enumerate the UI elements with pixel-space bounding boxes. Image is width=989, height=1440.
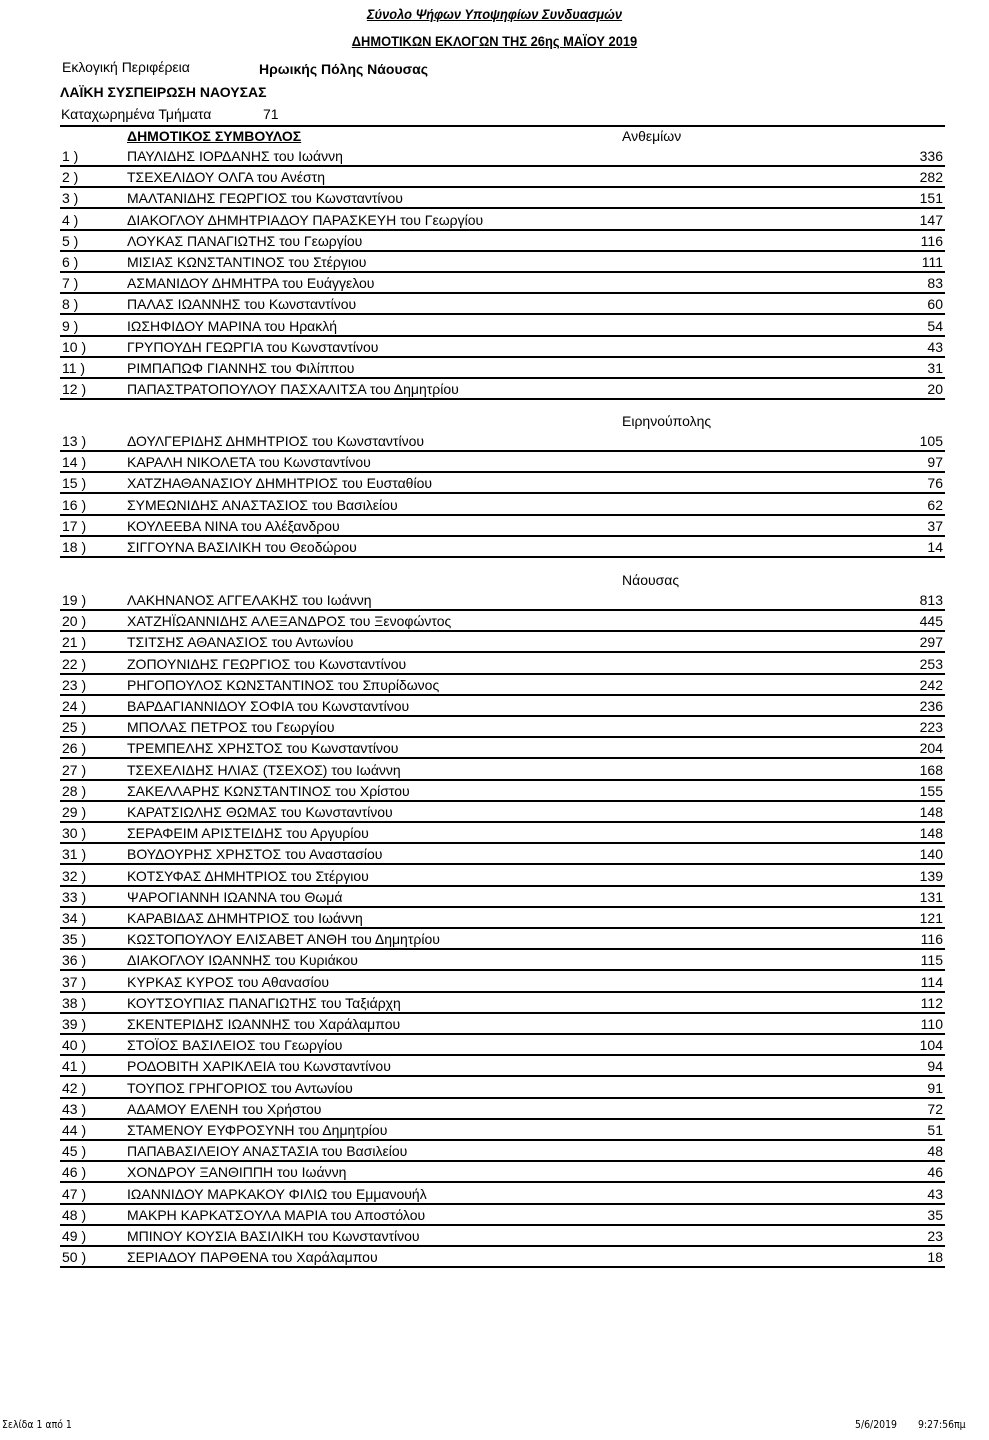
candidate-name: ΤΣΕΧΕΛΙΔΟΥ ΟΛΓΑ του Ανέστη	[127, 169, 325, 186]
candidate-name: ΧΟΝΔΡΟΥ ΞΑΝΘΙΠΠΗ του Ιωάννη	[127, 1164, 347, 1181]
candidate-votes: 23	[927, 1228, 943, 1244]
candidate-name: ΚΟΥΤΣΟΥΠΙΑΣ ΠΑΝΑΓΙΩΤΗΣ του Ταξιάρχη	[127, 994, 401, 1011]
candidate-num: 12 )	[62, 381, 87, 398]
candidate-num: 29 )	[62, 804, 87, 820]
candidate-name: ΔΟΥΛΓΕΡΙΔΗΣ ΔΗΜΗΤΡΙΟΣ του Κωνσταντίνου	[127, 433, 425, 449]
table-row	[60, 431, 945, 452]
table-row	[60, 632, 945, 653]
candidate-num: 28 )	[62, 782, 87, 799]
candidate-num: 47 )	[62, 1185, 87, 1202]
table-row	[60, 908, 945, 929]
candidate-num: 7 )	[62, 275, 79, 292]
group-label: Νάουσας	[622, 572, 680, 588]
candidate-num: 20 )	[62, 613, 87, 630]
candidate-votes: 116	[920, 232, 943, 249]
candidate-name: ΑΔΑΜΟΥ ΕΛΕΝΗ του Χρήστου	[127, 1100, 322, 1117]
candidate-name: ΚΑΡΑΤΣΙΩΛΗΣ ΘΩΜΑΣ του Κωνσταντίνου	[127, 804, 393, 820]
candidate-name: ΜΑΚΡΗ ΚΑΡΚΑΤΣΟΥΛΑ ΜΑΡΙΑ του Αποστόλου	[127, 1206, 426, 1223]
table-row	[60, 738, 945, 759]
candidate-name: ΚΑΡΑΛΗ ΝΙΚΟΛΕΤΑ του Κωνσταντίνου	[127, 454, 371, 471]
candidate-num: 21 )	[62, 634, 87, 651]
district-value: Ηρωικής Πόλης Νάουσας	[259, 61, 429, 77]
candidate-votes: 336	[919, 148, 943, 164]
table-row	[60, 844, 945, 865]
candidate-votes: 20	[927, 381, 943, 398]
candidate-num: 34 )	[62, 910, 87, 926]
table-row	[60, 495, 945, 516]
candidate-num: 13 )	[62, 433, 87, 449]
candidate-votes: 54	[927, 317, 943, 334]
candidate-votes: 116	[920, 931, 943, 948]
candidate-votes: 105	[919, 433, 943, 449]
candidate-num: 38 )	[62, 994, 87, 1011]
table-row	[60, 887, 945, 908]
candidate-num: 48 )	[62, 1206, 87, 1223]
candidate-num: 40 )	[62, 1037, 87, 1054]
candidate-name: ΤΣΕΧΕΛΙΔΗΣ ΗΛΙΑΣ (ΤΣΕΧΟΣ) του Ιωάννη	[127, 761, 401, 778]
candidate-votes: 35	[927, 1206, 943, 1223]
candidate-votes: 139	[919, 867, 943, 884]
candidate-name: ΧΑΤΖΗΑΘΑΝΑΣΙΟΥ ΔΗΜΗΤΡΙΟΣ του Ευσταθίου	[127, 475, 433, 492]
candidate-name: ΜΠΙΝΟΥ ΚΟΥΣΙΑ ΒΑΣΙΛΙΚΗ του Κωνσταντίνου	[127, 1228, 420, 1244]
table-row	[60, 210, 945, 231]
table-row	[60, 1120, 945, 1141]
table-row	[60, 231, 945, 252]
table-row	[60, 358, 945, 379]
candidate-name: ΚΟΤΣΥΦΑΣ ΔΗΜΗΤΡΙΟΣ του Στέργιου	[127, 867, 369, 884]
table-row	[60, 611, 945, 632]
candidate-num: 30 )	[62, 825, 87, 842]
table-row	[60, 337, 945, 358]
candidate-votes: 223	[919, 719, 943, 736]
candidate-votes: 83	[927, 275, 943, 292]
candidate-votes: 115	[920, 952, 943, 969]
party-name: ΛΑΪΚΗ ΣΥΣΠΕΙΡΩΣΗ ΝΑΟΥΣΑΣ	[60, 84, 267, 100]
table-row	[60, 802, 945, 823]
candidate-num: 50 )	[62, 1249, 87, 1266]
candidate-num: 5 )	[62, 232, 79, 249]
candidate-votes: 148	[919, 825, 943, 842]
table-row	[60, 1141, 945, 1162]
candidate-votes: 43	[927, 1185, 943, 1202]
report-subtitle	[40, 33, 950, 49]
candidate-votes: 76	[927, 475, 943, 492]
candidate-votes: 60	[927, 296, 943, 313]
candidate-num: 31 )	[62, 846, 87, 863]
candidate-name: ΒΑΡΔΑΓΙΑΝΝΙΔΟΥ ΣΟΦΙΑ του Κωνσταντίνου	[127, 698, 410, 714]
table-row	[60, 146, 945, 167]
candidate-votes: 148	[919, 804, 943, 820]
table-row	[60, 1078, 945, 1099]
table-row	[60, 781, 945, 802]
table-row	[60, 452, 945, 473]
candidate-votes: 242	[919, 676, 943, 693]
candidate-votes: 46	[927, 1164, 943, 1181]
table-row	[60, 167, 945, 188]
candidate-num: 32 )	[62, 867, 87, 884]
candidate-num: 1 )	[62, 148, 79, 164]
candidate-name: ΠΑΠΑΣΤΡΑΤΟΠΟΥΛΟΥ ΠΑΣΧΑΛΙΤΣΑ του Δημητρίου	[127, 381, 459, 398]
candidate-votes: 236	[919, 698, 943, 714]
candidate-name: ΑΣΜΑΝΙΔΟΥ ΔΗΜΗΤΡΑ του Ευάγγελου	[127, 275, 375, 292]
candidate-name: ΠΑΛΑΣ ΙΩΑΝΝΗΣ του Κωνσταντίνου	[127, 296, 357, 313]
table-row	[60, 516, 945, 537]
candidate-num: 6 )	[62, 254, 79, 270]
table-row	[60, 537, 945, 558]
table-row	[60, 717, 945, 738]
candidate-num: 18 )	[62, 539, 87, 555]
candidate-votes: 140	[919, 846, 943, 863]
candidate-name: ΣΕΡΑΦΕΙΜ ΑΡΙΣΤΕΙΔΗΣ του Αργυρίου	[127, 825, 369, 842]
candidate-num: 19 )	[62, 592, 87, 608]
table-row	[60, 823, 945, 844]
table-row	[60, 866, 945, 887]
candidate-name: ΡΗΓΟΠΟΥΛΟΣ ΚΩΝΣΤΑΝΤΙΝΟΣ του Σπυρίδωνος	[127, 676, 440, 693]
candidate-num: 9 )	[62, 317, 79, 334]
candidate-name: ΙΩΑΝΝΙΔΟΥ ΜΑΡΚΑΚΟΥ ΦΙΛΙΩ του Εμμανουήλ	[127, 1185, 427, 1202]
candidate-name: ΙΩΣΗΦΙΔΟΥ ΜΑΡΙΝΑ του Ηρακλή	[127, 317, 338, 334]
table-row	[60, 316, 945, 337]
group-label: Ειρηνούπολης	[622, 413, 712, 429]
table-row	[60, 188, 945, 209]
candidate-votes: 97	[927, 454, 943, 471]
table-row	[60, 929, 945, 950]
table-row	[60, 1162, 945, 1183]
candidate-name: ΣΕΡΙΑΔΟΥ ΠΑΡΘΕΝΑ του Χαράλαμπου	[127, 1249, 378, 1266]
table-row	[60, 252, 945, 273]
candidate-name: ΒΟΥΔΟΥΡΗΣ ΧΡΗΣΤΟΣ του Αναστασίου	[127, 846, 383, 863]
table-row	[60, 590, 945, 611]
candidate-num: 33 )	[62, 888, 87, 905]
candidate-name: ΛΟΥΚΑΣ ΠΑΝΑΓΙΩΤΗΣ του Γεωργίου	[127, 232, 363, 249]
candidate-num: 26 )	[62, 740, 87, 757]
candidate-votes: 131	[919, 888, 943, 905]
report-title	[40, 6, 950, 22]
candidate-num: 24 )	[62, 698, 87, 714]
candidate-votes: 48	[927, 1143, 943, 1160]
candidate-num: 49 )	[62, 1228, 87, 1244]
sections-label: Καταχωρημένα Τμήματα	[61, 106, 212, 122]
sections-value: 71	[263, 106, 279, 122]
candidate-votes: 110	[920, 1016, 943, 1032]
candidate-num: 2 )	[62, 169, 79, 186]
candidate-votes: 297	[919, 634, 943, 651]
candidate-name: ΡΟΔΟΒΙΤΗ ΧΑΡΙΚΛΕΙΑ του Κωνσταντίνου	[127, 1058, 391, 1075]
table-row	[60, 950, 945, 971]
group-label: Ανθεμίων	[622, 128, 682, 144]
candidate-name: ΣΑΚΕΛΛΑΡΗΣ ΚΩΝΣΤΑΝΤΙΝΟΣ του Χρίστου	[127, 782, 410, 799]
candidate-votes: 31	[927, 360, 943, 376]
candidate-name: ΠΑΥΛΙΔΗΣ ΙΟΡΔΑΝΗΣ του Ιωάννη	[127, 148, 343, 164]
candidate-name: ΤΡΕΜΠΕΛΗΣ ΧΡΗΣΤΟΣ του Κωνσταντίνου	[127, 740, 399, 757]
candidate-name: ΣΚΕΝΤΕΡΙΔΗΣ ΙΩΑΝΝΗΣ του Χαράλαμπου	[127, 1016, 401, 1032]
candidate-name: ΤΟΥΠΟΣ ΓΡΗΓΟΡΙΟΣ του Αντωνίου	[127, 1079, 353, 1096]
candidate-num: 25 )	[62, 719, 87, 736]
candidate-name: ΣΤΟΪΟΣ ΒΑΣΙΛΕΙΟΣ του Γεωργίου	[127, 1037, 343, 1054]
candidate-votes: 121	[919, 910, 943, 926]
candidate-num: 35 )	[62, 931, 87, 948]
table-row	[60, 1247, 945, 1268]
table-row	[60, 379, 945, 400]
candidate-name: ΠΑΠΑΒΑΣΙΛΕΙΟΥ ΑΝΑΣΤΑΣΙΑ του Βασιλείου	[127, 1143, 408, 1160]
candidate-num: 46 )	[62, 1164, 87, 1181]
table-row	[60, 273, 945, 294]
candidate-votes: 155	[919, 782, 943, 799]
print-time: 9:27:56πμ	[918, 1418, 966, 1431]
candidate-votes: 813	[919, 592, 943, 608]
candidate-num: 42 )	[62, 1079, 87, 1096]
candidate-num: 16 )	[62, 496, 87, 513]
candidate-num: 15 )	[62, 475, 87, 492]
table-row	[60, 1184, 945, 1205]
table-row	[60, 1226, 945, 1247]
candidate-num: 27 )	[62, 761, 87, 778]
table-row	[60, 294, 945, 315]
table-row	[60, 1205, 945, 1226]
candidate-votes: 91	[927, 1079, 943, 1096]
report-subtitle-text: ΔΗΜΟΤΙΚΩΝ ΕΚΛΟΓΩΝ ΤΗΣ 26ης ΜΑΪΟΥ 2019	[351, 33, 638, 49]
candidate-votes: 168	[919, 761, 943, 778]
candidate-votes: 111	[921, 254, 943, 270]
candidate-num: 4 )	[62, 211, 79, 228]
candidate-votes: 51	[927, 1122, 943, 1138]
table-row	[60, 993, 945, 1014]
candidate-name: ΛΑΚΗΝΑΝΟΣ ΑΓΓΕΛΑΚΗΣ του Ιωάννη	[127, 592, 372, 608]
candidate-votes: 112	[920, 994, 943, 1011]
candidate-name: ΜΠΟΛΑΣ ΠΕΤΡΟΣ του Γεωργίου	[127, 719, 335, 736]
table-row	[60, 654, 945, 675]
header-divider	[60, 125, 945, 127]
candidate-name: ΚΑΡΑΒΙΔΑΣ ΔΗΜΗΤΡΙΟΣ του Ιωάννη	[127, 910, 363, 926]
candidate-name: ΖΟΠΟΥΝΙΔΗΣ ΓΕΩΡΓΙΟΣ του Κωνσταντίνου	[127, 655, 407, 672]
candidate-votes: 72	[927, 1100, 943, 1117]
page-indicator: Σελίδα 1 από 1	[2, 1418, 72, 1431]
table-row	[60, 675, 945, 696]
candidate-num: 37 )	[62, 973, 87, 990]
table-row	[60, 1099, 945, 1120]
table-row	[60, 1014, 945, 1035]
candidate-num: 36 )	[62, 952, 87, 969]
candidate-name: ΣΤΑΜΕΝΟΥ ΕΥΦΡΟΣΥΝΗ του Δημητρίου	[127, 1122, 388, 1138]
candidate-name: ΨΑΡΟΓΙΑΝΝΗ ΙΩΑΝΝΑ του Θωμά	[127, 888, 343, 905]
candidate-votes: 94	[927, 1058, 943, 1075]
candidate-votes: 62	[927, 496, 943, 513]
candidate-votes: 43	[927, 338, 943, 355]
column-header-councillor: ΔΗΜΟΤΙΚΟΣ ΣΥΜΒΟΥΛΟΣ	[127, 128, 302, 144]
candidate-num: 39 )	[62, 1016, 87, 1032]
table-row	[60, 473, 945, 494]
print-date: 5/6/2019	[855, 1418, 897, 1431]
candidate-num: 17 )	[62, 517, 87, 534]
candidate-num: 22 )	[62, 655, 87, 672]
candidate-num: 41 )	[62, 1058, 87, 1075]
report-title-text: Σύνολο Ψήφων Υποψηφίων Συνδυασμών	[366, 6, 623, 22]
candidate-num: 44 )	[62, 1122, 87, 1138]
candidate-num: 43 )	[62, 1100, 87, 1117]
candidate-votes: 14	[927, 539, 943, 555]
candidate-name: ΣΥΜΕΩΝΙΔΗΣ ΑΝΑΣΤΑΣΙΟΣ του Βασιλείου	[127, 496, 398, 513]
candidate-num: 45 )	[62, 1143, 87, 1160]
table-row	[60, 696, 945, 717]
candidate-votes: 282	[919, 169, 943, 186]
candidate-name: ΡΙΜΠΑΠΩΦ ΓΙΑΝΝΗΣ του Φιλίππου	[127, 360, 355, 376]
candidate-num: 11 )	[62, 360, 86, 376]
candidate-num: 14 )	[62, 454, 87, 471]
table-row	[60, 1035, 945, 1056]
candidate-name: ΤΣΙΤΣΗΣ ΑΘΑΝΑΣΙΟΣ του Αντωνίου	[127, 634, 354, 651]
candidate-votes: 151	[919, 190, 943, 207]
table-row	[60, 972, 945, 993]
candidate-name: ΚΟΥΛΕΕΒΑ ΝΙΝΑ του Αλέξανδρου	[127, 517, 340, 534]
candidate-name: ΣΙΓΓΟΥΝΑ ΒΑΣΙΛΙΚΗ του Θεοδώρου	[127, 539, 357, 555]
candidate-name: ΧΑΤΖΗΪΩΑΝΝΙΔΗΣ ΑΛΕΞΑΝΔΡΟΣ του Ξενοφώντος	[127, 613, 452, 630]
candidate-votes: 104	[919, 1037, 943, 1054]
candidate-votes: 147	[919, 211, 943, 228]
candidate-votes: 37	[927, 517, 943, 534]
candidate-num: 23 )	[62, 676, 87, 693]
candidate-name: ΔΙΑΚΟΓΛΟΥ ΔΗΜΗΤΡΙΑΔΟΥ ΠΑΡΑΣΚΕΥΗ του Γεωργίου	[127, 211, 484, 228]
candidate-num: 3 )	[62, 190, 79, 207]
candidate-name: ΜΑΛΤΑΝΙΔΗΣ ΓΕΩΡΓΙΟΣ του Κωνσταντίνου	[127, 190, 403, 207]
candidate-name: ΔΙΑΚΟΓΛΟΥ ΙΩΑΝΝΗΣ του Κυριάκου	[127, 952, 358, 969]
table-row	[60, 1056, 945, 1077]
candidate-votes: 114	[920, 973, 943, 990]
candidate-name: ΚΩΣΤΟΠΟΥΛΟΥ ΕΛΙΣΑΒΕΤ ΑΝΘΗ του Δημητρίου	[127, 931, 440, 948]
candidate-votes: 204	[919, 740, 943, 757]
district-label: Εκλογική Περιφέρεια	[62, 59, 190, 75]
table-row	[60, 760, 945, 781]
candidate-num: 10 )	[62, 338, 87, 355]
candidate-name: ΓΡΥΠΟΥΔΗ ΓΕΩΡΓΙΑ του Κωνσταντίνου	[127, 338, 379, 355]
candidate-num: 8 )	[62, 296, 79, 313]
candidate-name: ΚΥΡΚΑΣ ΚΥΡΟΣ του Αθανασίου	[127, 973, 330, 990]
candidate-votes: 253	[919, 655, 943, 672]
candidate-votes: 18	[927, 1249, 943, 1266]
candidate-votes: 445	[919, 613, 943, 630]
candidate-name: ΜΙΣΙΑΣ ΚΩΝΣΤΑΝΤΙΝΟΣ του Στέργιου	[127, 254, 367, 270]
